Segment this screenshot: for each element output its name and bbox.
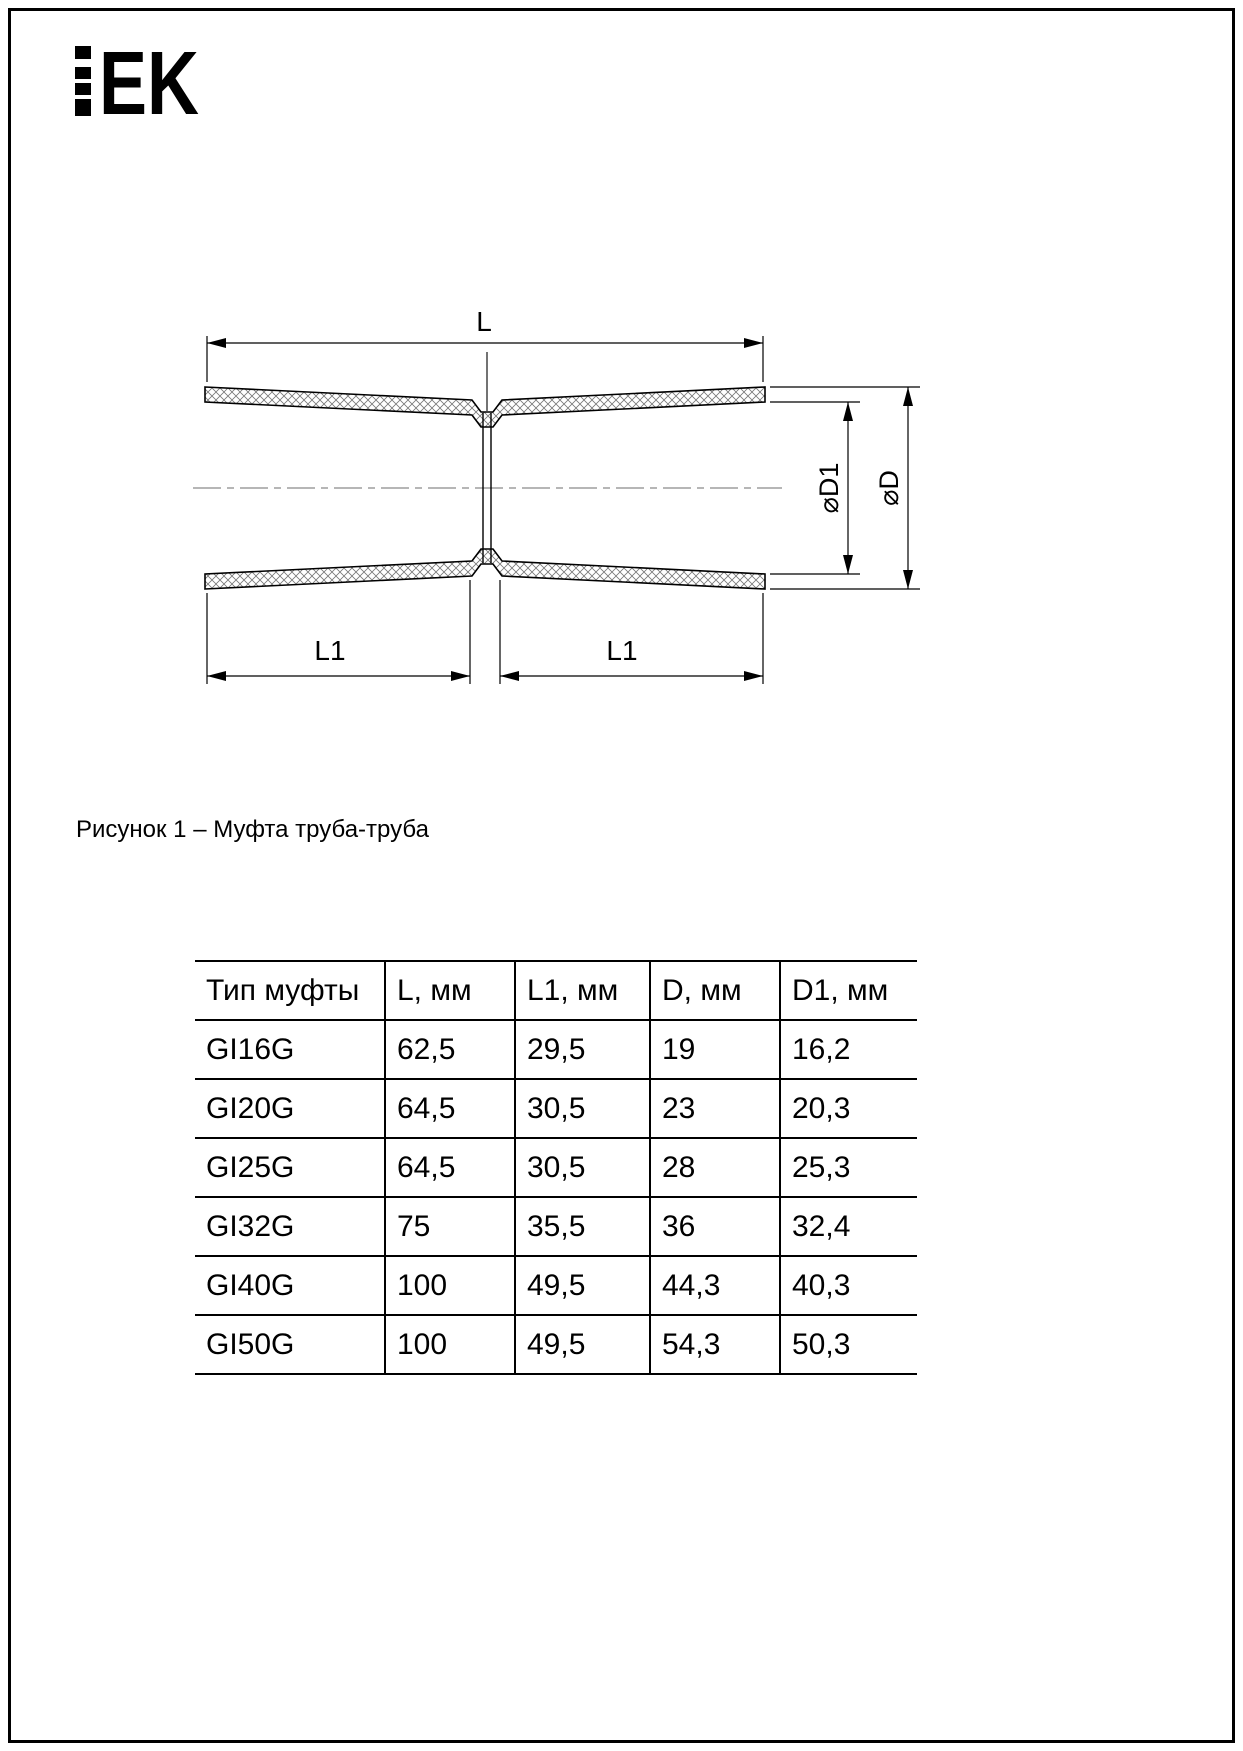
table-row [195, 1256, 917, 1315]
table-row [195, 1197, 917, 1256]
spec-table-head-row [195, 961, 917, 1020]
value-cell: 62,5 [385, 1020, 515, 1079]
table-row [195, 1315, 917, 1374]
table-row [195, 1138, 917, 1197]
logo-i-segment [75, 99, 91, 116]
value-cell: 64,5 [385, 1138, 515, 1197]
logo-i-dot [75, 46, 91, 59]
coupling-type-cell: GI32G [195, 1197, 385, 1256]
spec-table [195, 960, 917, 1375]
iek-logo-graphic [75, 46, 205, 118]
value-cell: 49,5 [515, 1256, 650, 1315]
coupling-type-cell: GI16G [195, 1020, 385, 1079]
coupling-bottom-wall [205, 549, 765, 589]
dim-D1-arrow-top [843, 402, 853, 421]
value-cell: 20,3 [780, 1079, 917, 1138]
dim-L-arrow-left [207, 338, 226, 348]
dim-L1-left-arrow-left [207, 671, 226, 681]
logo-ek-text: EK [99, 46, 200, 118]
value-cell: 100 [385, 1315, 515, 1374]
dim-D1-arrow-bottom [843, 555, 853, 574]
page-border [8, 8, 1235, 1743]
value-cell: 32,4 [780, 1197, 917, 1256]
dim-L1-right-arrow-right [744, 671, 763, 681]
coupling-type-cell: GI20G [195, 1079, 385, 1138]
value-cell: 44,3 [650, 1256, 780, 1315]
value-cell: 75 [385, 1197, 515, 1256]
col-header-0: Тип муфты [195, 961, 385, 1020]
spec-table-container [195, 960, 917, 1375]
dim-L-arrow-right [744, 338, 763, 348]
value-cell: 30,5 [515, 1079, 650, 1138]
table-row [195, 1079, 917, 1138]
col-header-2: L1, мм [515, 961, 650, 1020]
value-cell: 40,3 [780, 1256, 917, 1315]
col-header-4: D1, мм [780, 961, 917, 1020]
dim-D-arrow-bottom [903, 570, 913, 589]
dim-D-label: ⌀D [874, 470, 904, 506]
value-cell: 29,5 [515, 1020, 650, 1079]
dim-L1-right-label: L1 [606, 635, 638, 666]
coupling-type-cell: GI50G [195, 1315, 385, 1374]
value-cell: 25,3 [780, 1138, 917, 1197]
dim-L-label: L [476, 306, 492, 337]
value-cell: 36 [650, 1197, 780, 1256]
dim-L1-left-label: L1 [314, 635, 346, 666]
dim-D-arrow-top [903, 387, 913, 406]
col-header-1: L, мм [385, 961, 515, 1020]
value-cell: 19 [650, 1020, 780, 1079]
value-cell: 35,5 [515, 1197, 650, 1256]
table-row [195, 1020, 917, 1079]
value-cell: 64,5 [385, 1079, 515, 1138]
iek-logo [75, 46, 205, 118]
dim-L1-left-arrow-right [451, 671, 470, 681]
value-cell: 54,3 [650, 1315, 780, 1374]
dim-D1-label: ⌀D1 [814, 462, 844, 514]
logo-i-segment [75, 67, 91, 79]
figure-caption: Рисунок 1 – Муфта труба-труба [76, 816, 429, 843]
value-cell: 50,3 [780, 1315, 917, 1374]
coupling-drawing [140, 295, 960, 705]
dim-L1-right-arrow-left [500, 671, 519, 681]
logo-i-segment [75, 83, 91, 95]
spec-table-body [195, 1020, 917, 1374]
value-cell: 49,5 [515, 1315, 650, 1374]
value-cell: 23 [650, 1079, 780, 1138]
col-header-3: D, мм [650, 961, 780, 1020]
value-cell: 28 [650, 1138, 780, 1197]
coupling-type-cell: GI40G [195, 1256, 385, 1315]
value-cell: 30,5 [515, 1138, 650, 1197]
value-cell: 100 [385, 1256, 515, 1315]
coupling-top-wall [205, 387, 765, 427]
value-cell: 16,2 [780, 1020, 917, 1079]
coupling-type-cell: GI25G [195, 1138, 385, 1197]
